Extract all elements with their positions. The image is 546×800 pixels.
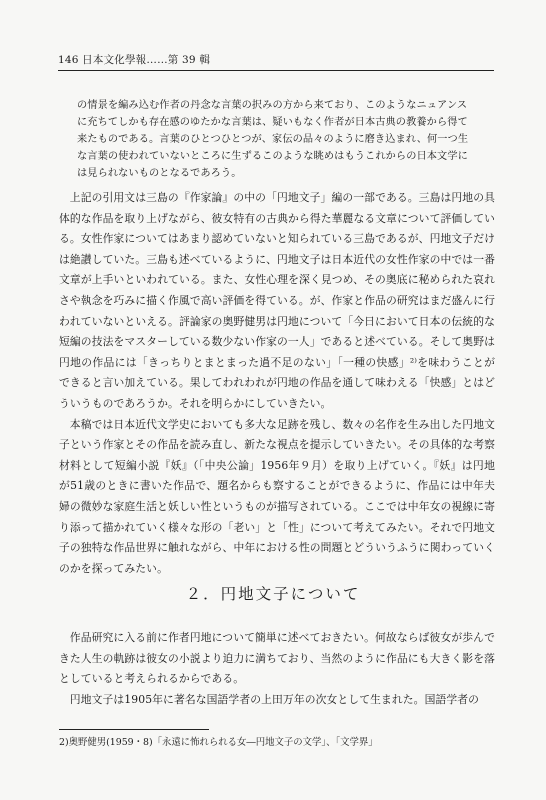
body-paragraph: 上記の引用文は三島の『作家論』の中の「円地文子」編の一部である。三島は円地の具体的な作品を取り上げながら、彼女特有の古典から得た華麗なる文章について評価している。女性作家についてはあまり認めていないと知られている三島であるが、円地文子だけは絶讃していた。三島も述べているように、円地文子は日本近代の女性作家の中では一番文章が上手いといわれている。また、女性心理を深く見つめ、その奥底に秘められた哀れさや執念を巧みに描く作風で高い評価を得ている。が、作家と作品の研究はまだ盛んに行われていないといえる。評論家の奥野健男は円地について「今日において日本の伝統的な短編の技法をマスターしている数少ない作家の一人」であると述べている。そして奥野は円地の作品には「きっちりとまとまった過不足のない」「一種の快感」²⁾を味わうことができると言い加えている。果してわれわれが円地の作品を通して味わえる「快感」とはどういうものであろうか。それを明らかにしていきたい。	[59, 191, 495, 410]
running-head-text: 146 日本文化學報……第 39 輯	[58, 54, 211, 66]
section-heading: ２．円地文子について	[185, 585, 361, 603]
body-paragraph: 円地文子は1905年に著名な国語学者の上田万年の次女として生まれた。国語学者の	[69, 692, 480, 706]
body-paragraph: 本稿では日本近代文学史においても多大な足跡を残し、数々の名作を生み出した円地文子という作家とその作品を読み直し、新たな視点を提示していきたい。その具体的な考察材料として短編小説『妖』（「中央公論」1956年９月）を取り上げていく。『妖』は円地が51歳のときに書いた作品で、題名からも察することができるように、作品には中年夫婦の微妙な家庭生活と妖しい性というものが描写されている。ここでは中年女の視線に寄り添って描かれていく様々な形の「老い」と「性」について考えてみたい。それで円地文子の独特な作品世界に触れながら、中年における性の問題とどういうふうに関わっていくのかを探ってみたい。	[59, 417, 495, 575]
running-head	[58, 52, 494, 71]
intro-body	[59, 188, 495, 579]
section-body	[59, 628, 495, 710]
body-paragraph: 作品研究に入る前に作者円地について簡単に述べておきたい。何故ならば彼女が歩んできた人生の軌跡は彼女の小説より迫力に満ちており、当然のように作品にも大きく影を落としていると考えられるからである。	[59, 631, 495, 686]
footnote-divider	[59, 729, 209, 730]
footnote: 2)奥野健男(1959・8)「永遠に怖れられる女―円地文子の文学」、「文学界」	[59, 737, 378, 748]
block-quote: の情景を編み込む作者の丹念な言葉の択みの方から来ており、このようなニュアンスに充ちてしかも存在感のゆたかな言葉は、疑いもなく作者が日本古典の教養から得て来たものである。言葉のひとつひとつが、家伝の品々のように磨き込まれ、何一つ生な言葉の使われていないところに生ずるこのような眺めはもうこれからの日本文学には見られないものとなるであろう。	[77, 100, 469, 180]
